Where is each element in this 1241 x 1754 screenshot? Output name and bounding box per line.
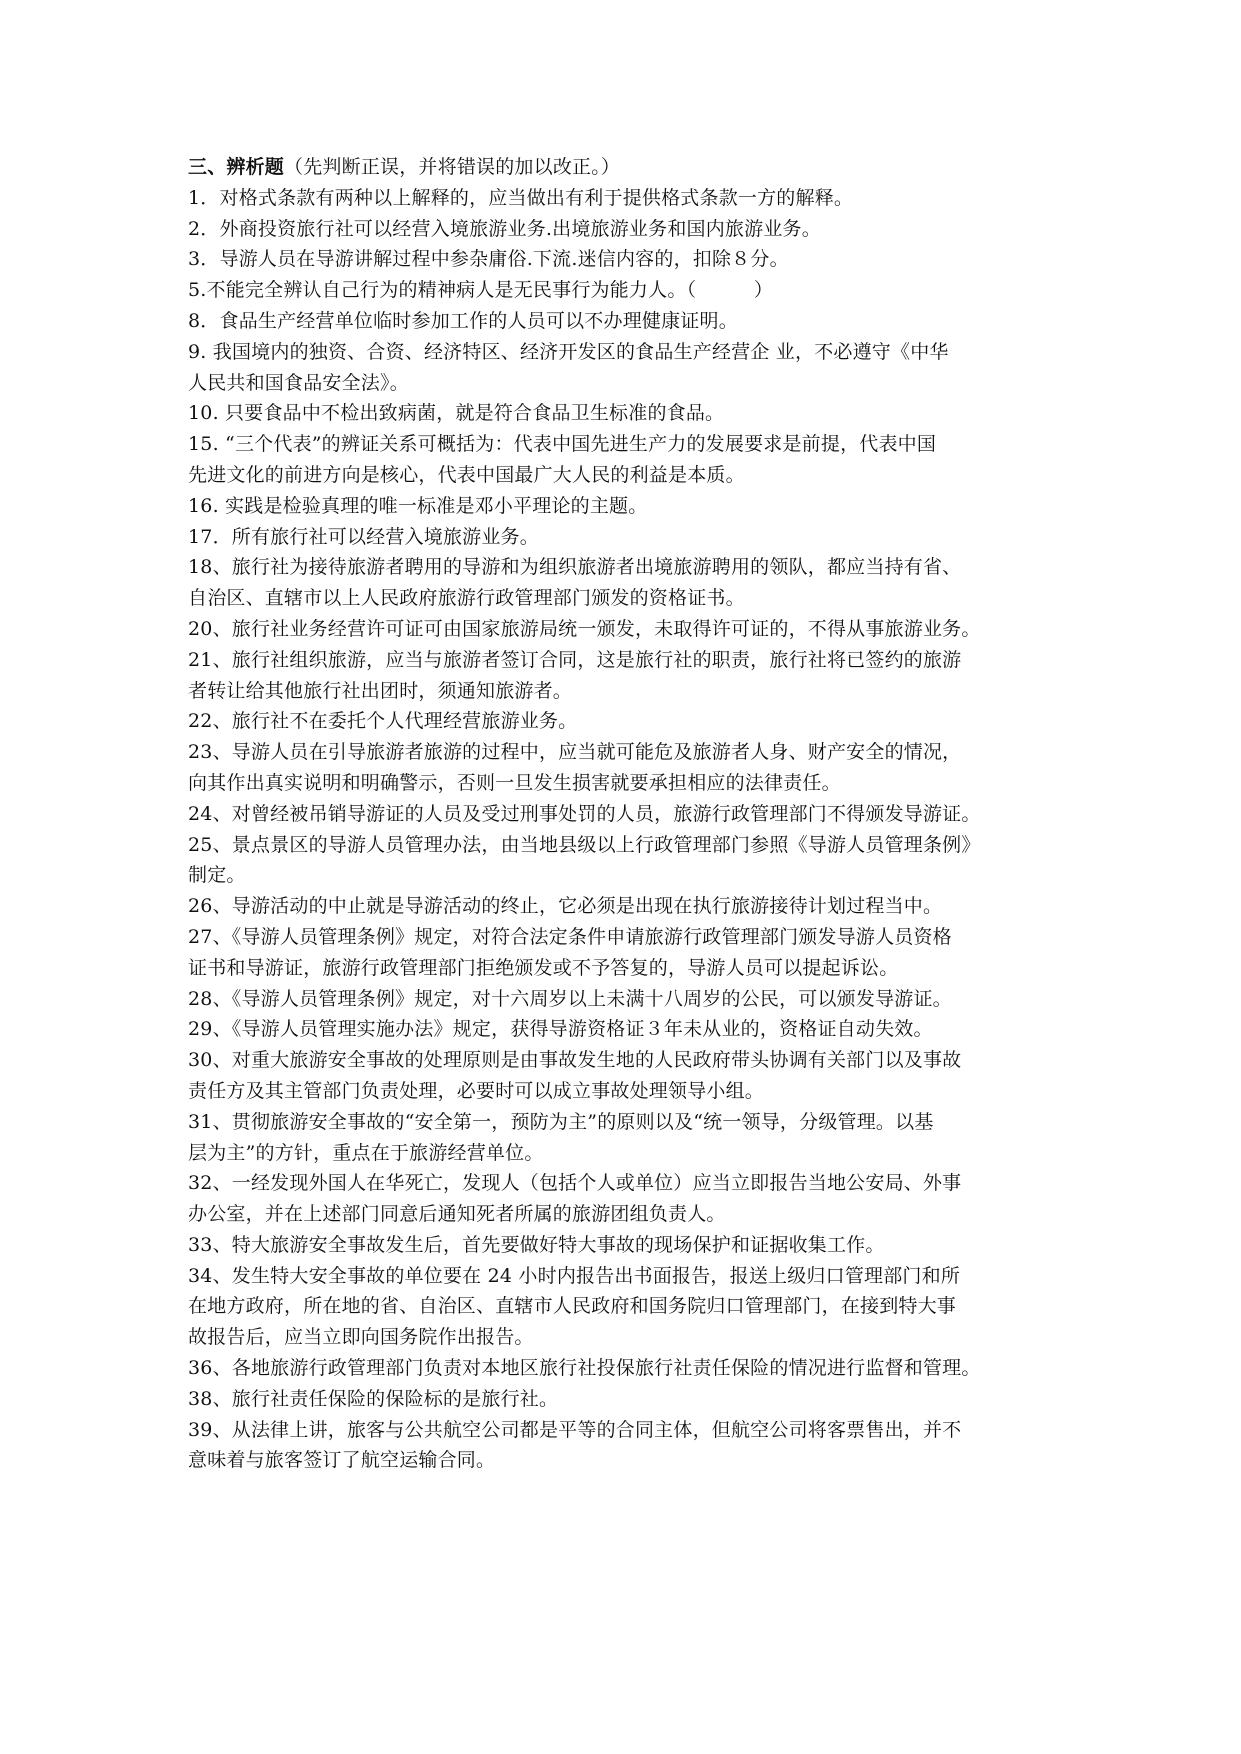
question-line: 39、从法律上讲，旅客与公共航空公司都是平等的合同主体，但航空公司将客票售出，并不 xyxy=(188,1418,962,1441)
question-line: 27、《导游人员管理条例》规定，对符合法定条件申请旅游行政管理部门颁发导游人员资格 xyxy=(188,925,952,948)
question-line: 15. “三个代表”的辨证关系可概括为：代表中国先进生产力的发展要求是前提，代表中国 xyxy=(188,433,937,456)
question-line: 先进文化的前进方向是核心，代表中国最广大人民的利益是本质。 xyxy=(188,463,745,486)
question-line: 18、旅行社为接待旅游者聘用的导游和为组织旅游者出境旅游聘用的领队，都应当持有省、 xyxy=(188,556,962,579)
question-line: 17．所有旅行社可以经营入境旅游业务。 xyxy=(188,525,539,548)
question-line: 在地方政府，所在地的省、自治区、直辖市人民政府和国务院归口管理部门，在接到特大事 xyxy=(188,1295,957,1318)
question-line: 28、《导游人员管理条例》规定，对十六周岁以上未满十八周岁的公民，可以颁发导游证。 xyxy=(188,987,952,1010)
question-line: 者转让给其他旅行社出团时，须通知旅游者。 xyxy=(188,679,573,702)
question-line: 25、景点景区的导游人员管理办法，由当地县级以上行政管理部门参照《导游人员管理条例》 xyxy=(188,833,981,856)
question-line: 5.不能完全辨认自己行为的精神病人是无民事行为能力人。（ ） xyxy=(188,279,774,302)
section-heading xyxy=(188,152,1064,183)
question-line: 31、贯彻旅游安全事故的“安全第一，预防为主”的原则以及“统一领导，分级管理。以基 xyxy=(188,1110,934,1133)
question-section xyxy=(188,152,1064,1476)
question-line: 34、发生特大安全事故的单位要在 24 小时内报告出书面报告，报送上级归口管理部门和所 xyxy=(188,1264,961,1287)
question-line: 23、导游人员在引导旅游者旅游的过程中，应当就可能危及旅游者人身、财产安全的情况， xyxy=(188,741,962,764)
question-line: 38、旅行社责任保险的保险标的是旅行社。 xyxy=(188,1387,559,1410)
section-instruction: （先判断正误，并将错误的加以改正。） xyxy=(284,156,621,178)
question-line: 层为主”的方针，重点在于旅游经营单位。 xyxy=(188,1141,544,1164)
question-line: 1．对格式条款有两种以上解释的，应当做出有利于提供格式条款一方的解释。 xyxy=(188,186,854,209)
question-line: 21、旅行社组织旅游，应当与旅游者签订合同，这是旅行社的职责，旅行社将已签约的旅游 xyxy=(188,648,962,671)
question-line: 29、《导游人员管理实施办法》规定，获得导游资格证３年未从业的，资格证自动失效。 xyxy=(188,1018,933,1041)
question-line: 36、各地旅游行政管理部门负责对本地区旅行社投保旅行社责任保险的情况进行监督和管理。 xyxy=(188,1357,981,1380)
question-line: 证书和导游证，旅游行政管理部门拒绝颁发或不予答复的，导游人员可以提起诉讼。 xyxy=(188,956,899,979)
question-line: 20、旅行社业务经营许可证可由国家旅游局统一颁发，未取得许可证的，不得从事旅游业务。 xyxy=(188,617,981,640)
question-line: 人民共和国食品安全法》。 xyxy=(188,371,409,394)
question-line: 3．导游人员在导游讲解过程中参杂庸俗.下流.迷信内容的，扣除８分。 xyxy=(188,248,789,271)
question-line: 10. 只要食品中不检出致病菌，就是符合食品卫生标准的食品。 xyxy=(188,402,725,425)
question-line: 9. 我国境内的独资、合资、经济特区、经济开发区的食品生产经营企 业，不必遵守《中华 xyxy=(188,340,949,363)
question-line: 意味着与旅客签订了航空运输合同。 xyxy=(188,1449,496,1472)
question-line: 向其作出真实说明和明确警示，否则一旦发生损害就要承担相应的法律责任。 xyxy=(188,771,841,794)
question-line: 2．外商投资旅行社可以经营入境旅游业务.出境旅游业务和国内旅游业务。 xyxy=(188,217,821,240)
question-line: 33、特大旅游安全事故发生后，首先要做好特大事故的现场保护和证据收集工作。 xyxy=(188,1233,885,1256)
question-line: 8．食品生产经营单位临时参加工作的人员可以不办理健康证明。 xyxy=(188,309,738,332)
section-title: 三、辨析题 xyxy=(188,156,285,178)
question-line: 32、一经发现外国人在华死亡，发现人（包括个人或单位）应当立即报告当地公安局、外事 xyxy=(188,1172,962,1195)
question-line: 16. 实践是检验真理的唯一标准是邓小平理论的主题。 xyxy=(188,494,648,517)
question-line: 自治区、直辖市以上人民政府旅游行政管理部门颁发的资格证书。 xyxy=(188,587,745,610)
question-line: 22、旅行社不在委托个人代理经营旅游业务。 xyxy=(188,710,578,733)
question-line: 26、导游活动的中止就是导游活动的终止，它必须是出现在执行旅游接待计划过程当中。 xyxy=(188,895,943,918)
question-line: 责任方及其主管部门负责处理，必要时可以成立事故处理领导小组。 xyxy=(188,1079,765,1102)
question-line: 办公室，并在上述部门同意后通知死者所属的旅游团组负责人。 xyxy=(188,1203,726,1226)
question-list xyxy=(188,183,1064,1476)
question-line: 30、对重大旅游安全事故的处理原则是由事故发生地的人民政府带头协调有关部门以及事故 xyxy=(188,1049,962,1072)
question-line: 故报告后，应当立即向国务院作出报告。 xyxy=(188,1326,534,1349)
question-line: 24、对曾经被吊销导游证的人员及受过刑事处罚的人员，旅游行政管理部门不得颁发导游证。 xyxy=(188,802,981,825)
question-line: 制定。 xyxy=(188,864,246,887)
